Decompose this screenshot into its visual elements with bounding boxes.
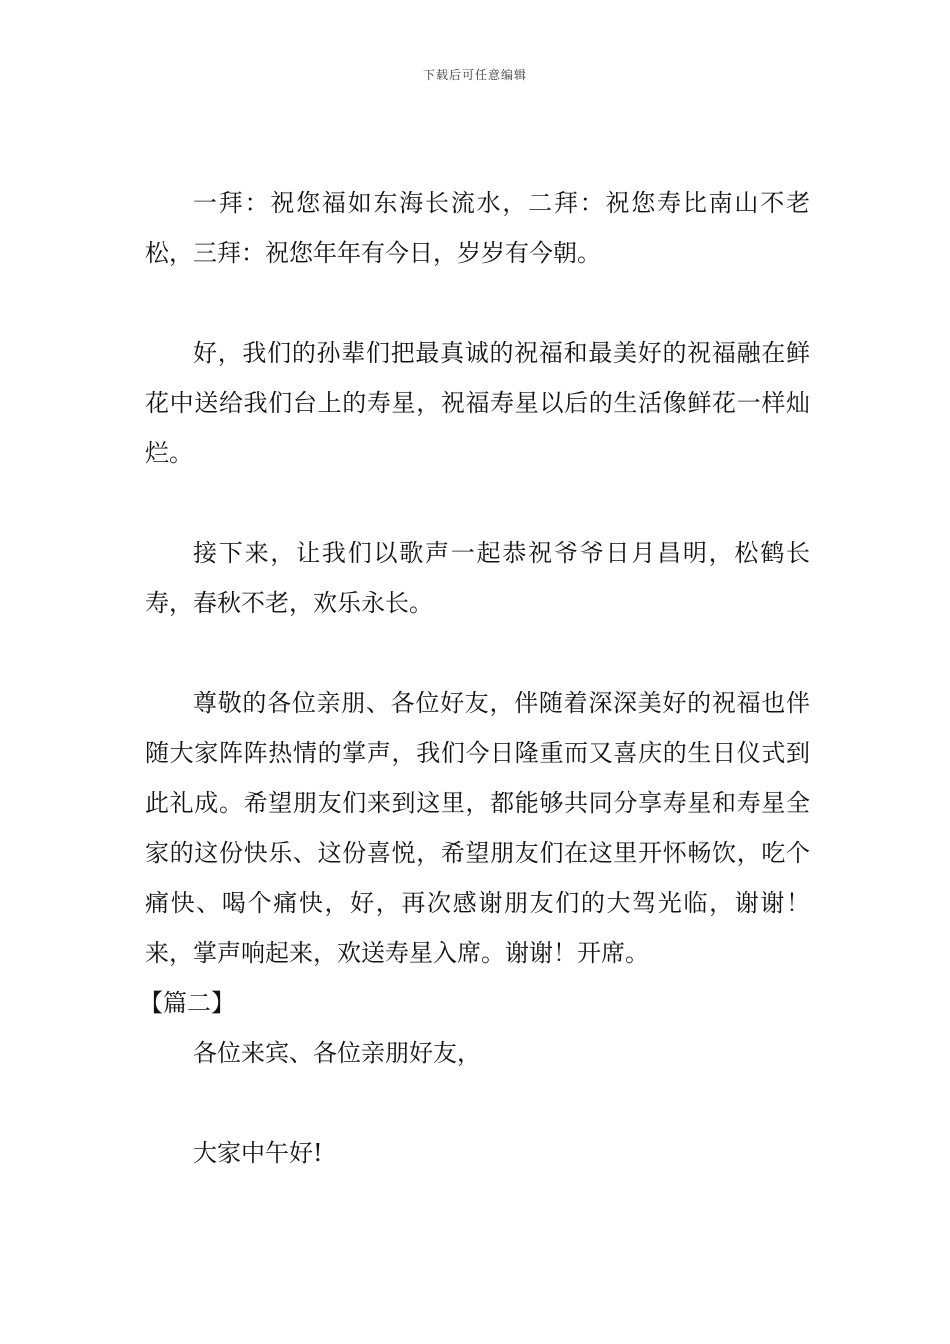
paragraph-flowers: 好，我们的孙辈们把最真诚的祝福和最美好的祝福融在鲜花中送给我们台上的寿星，祝福寿星以后的生活像鲜花一样灿烂。 xyxy=(145,339,810,467)
paragraph-song: 接下来，让我们以歌声一起恭祝爷爷日月昌明，松鹤长寿，春秋不老，欢乐永长。 xyxy=(145,539,810,617)
page-header-note: 下载后可任意编辑 xyxy=(422,68,527,82)
section-greeting: 各位来宾、各位亲朋好友， xyxy=(193,1039,481,1067)
paragraph-blessings: 一拜：祝您福如东海长流水，二拜：祝您寿比南山不老松，三拜：祝您年年有今日，岁岁有今朝。 xyxy=(145,189,810,267)
section-salutation: 大家中午好! xyxy=(193,1139,323,1167)
document-body xyxy=(139,178,810,1178)
section-title: 【篇二】 xyxy=(139,989,235,1017)
paragraph-closing: 尊敬的各位亲朋、各位好友，伴随着深深美好的祝福也伴随大家阵阵热情的掌声，我们今日隆重而又喜庆的生日仪式到此礼成。希望朋友们来到这里，都能够共同分享寿星和寿星全家的这份快乐、这份喜悦，希望朋友们在这里开怀畅饮，吃个痛快、喝个痛快，好，再次感谢朋友们的大驾光临，谢谢！来，掌声响起来，欢送寿星入席。谢谢！开席。 xyxy=(145,689,810,967)
